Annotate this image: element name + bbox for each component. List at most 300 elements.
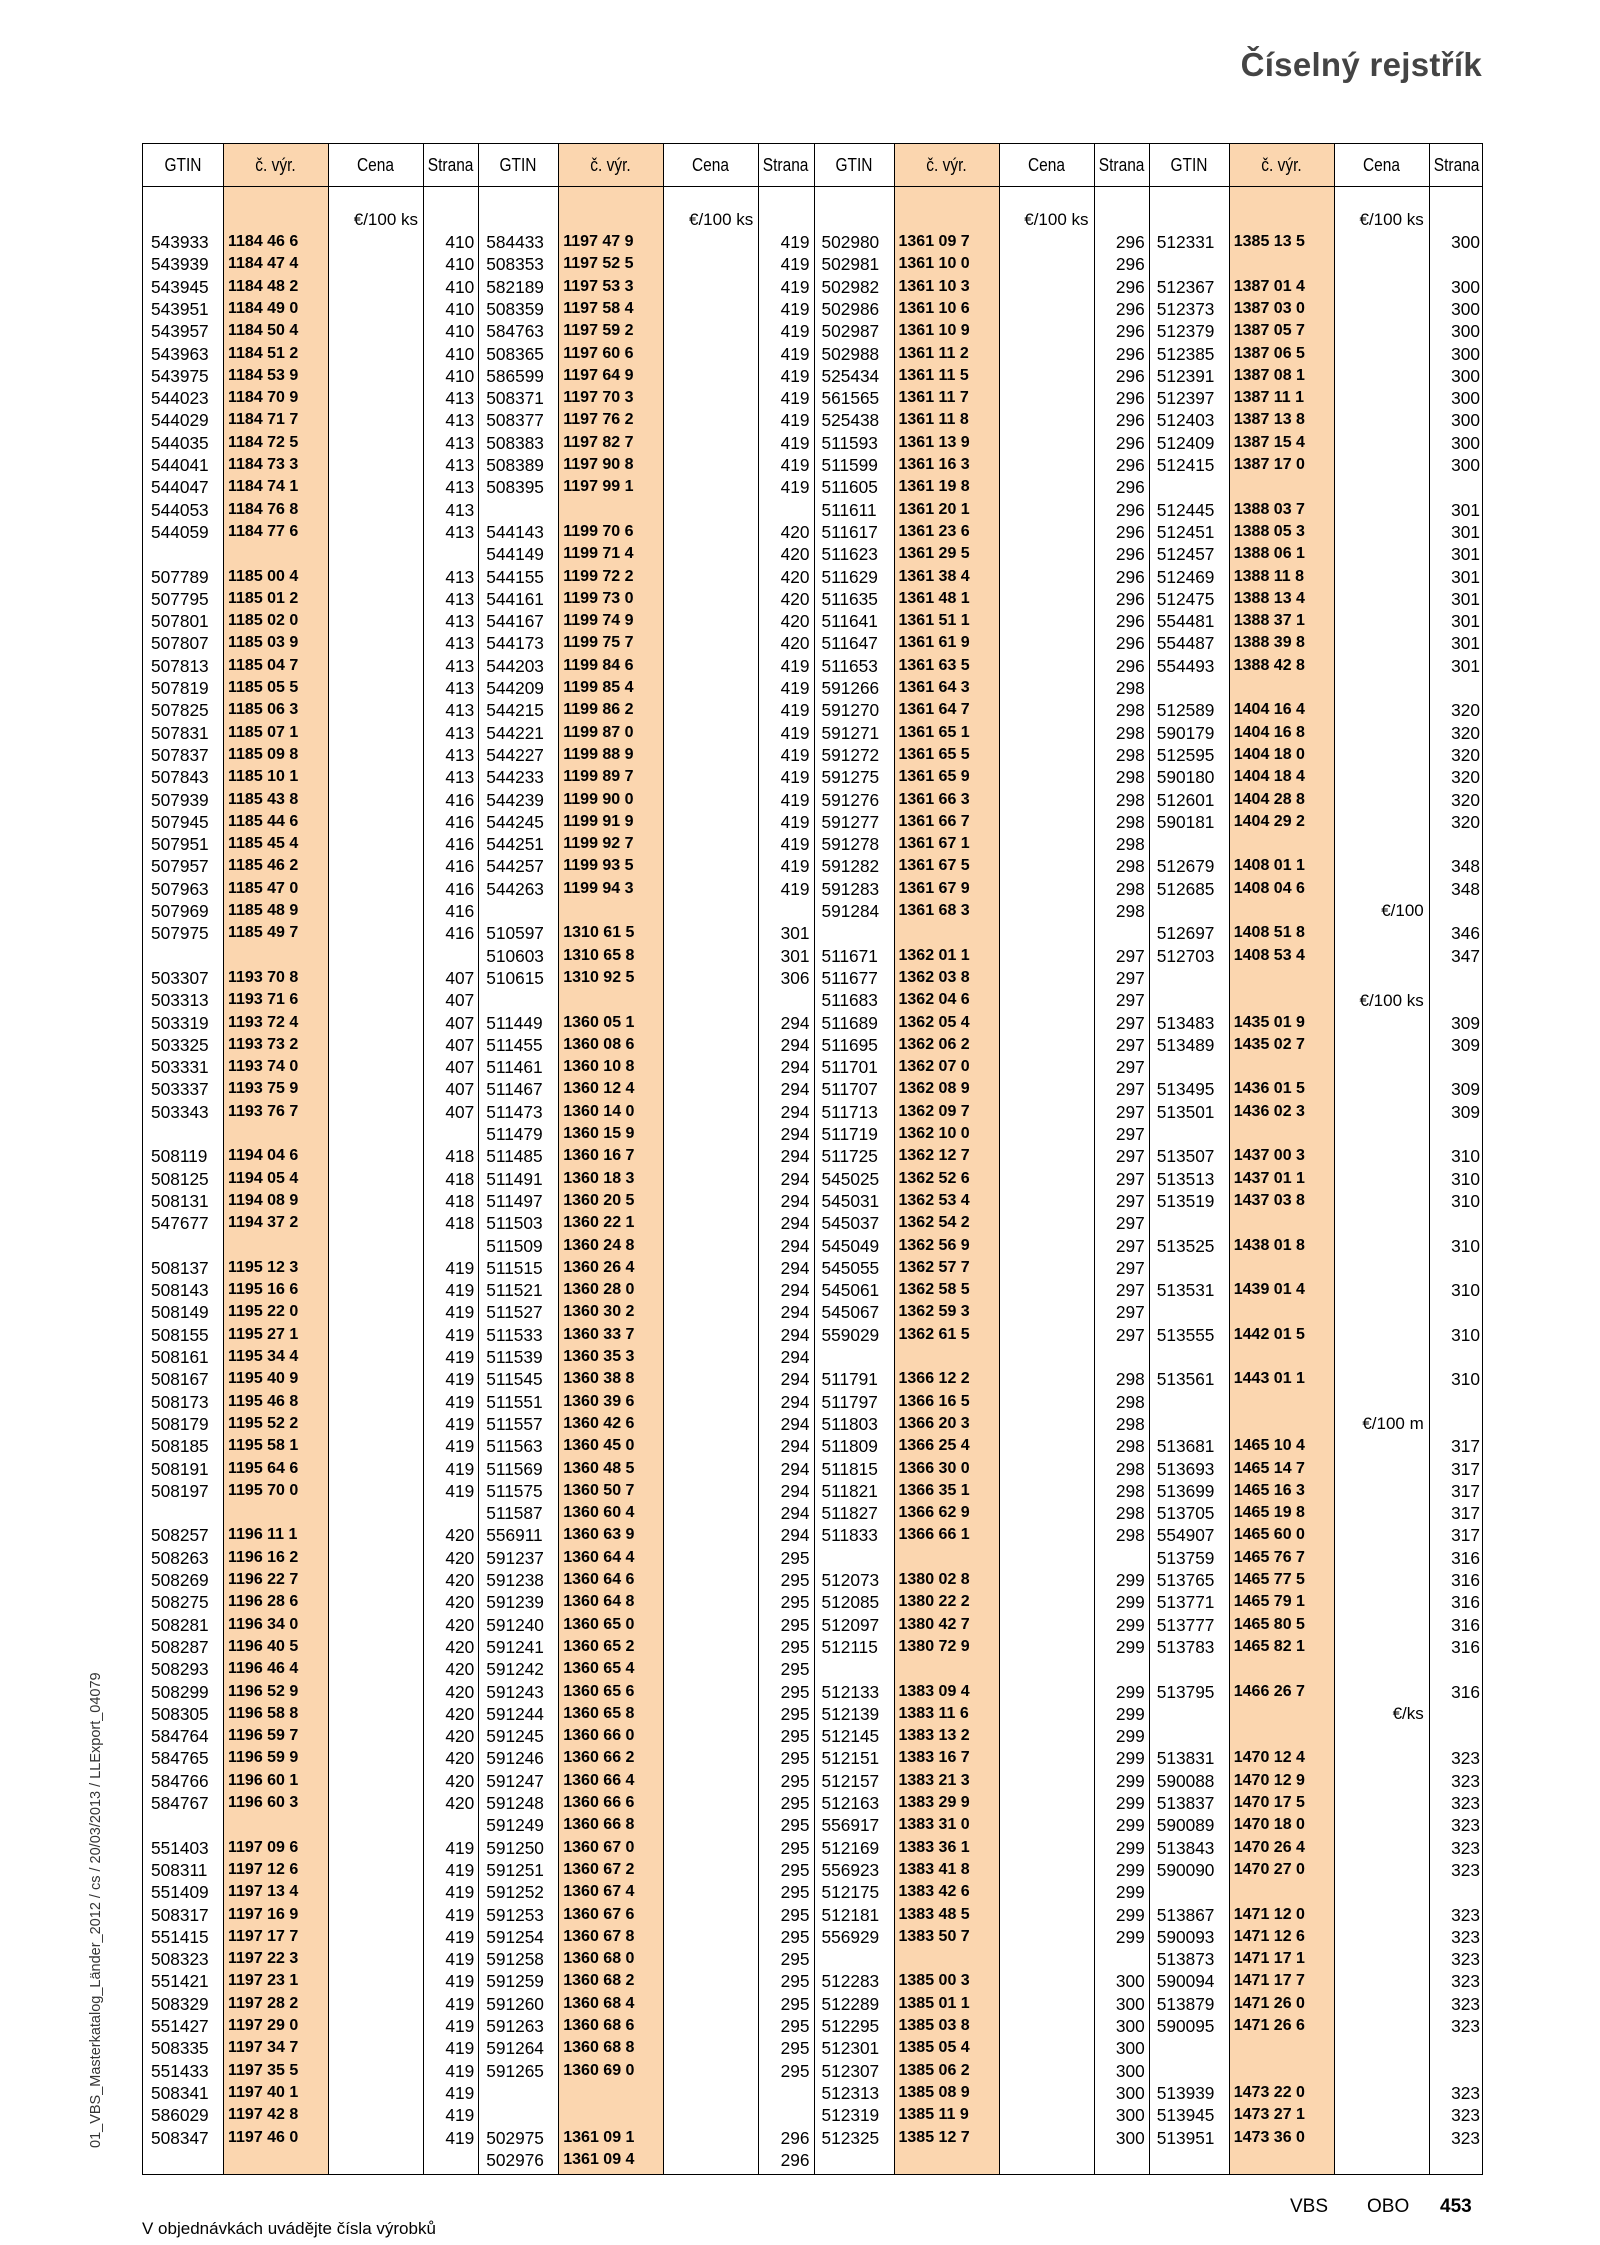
gtin-cell: 512331 [1156,232,1215,252]
gtin-cell: 513501 [1156,1101,1215,1122]
page-ref-cell: 299 [1115,1770,1145,1791]
gtin-cell: 525438 [821,410,880,431]
page-ref-cell: 410 [445,254,475,275]
table-row [478,766,813,788]
table-row [814,1703,1149,1725]
page-ref-cell: 413 [445,455,475,475]
gtin-cell: 503343 [151,1101,209,1122]
page-ref-cell: 323 [1451,1949,1480,1970]
product-number-cell: 1360 67 4 [563,1883,635,1901]
product-number-cell: 1194 37 2 [228,1214,299,1232]
table-row [143,476,478,498]
page-ref-cell: 298 [1115,744,1145,765]
page-ref-cell: 419 [445,1837,475,1858]
product-number-cell: 1385 01 1 [898,1994,970,2012]
product-number-cell: 1404 16 8 [1233,723,1305,741]
gtin-cell: 508173 [151,1391,209,1412]
page-ref-cell: 410 [445,298,475,319]
table-row [478,878,813,900]
product-number-cell: 1197 47 9 [563,233,634,250]
gtin-cell: 511707 [821,1079,878,1100]
table-row [478,1257,813,1279]
product-number-cell: 1197 13 4 [228,1883,299,1901]
gtin-cell: 590093 [1156,1926,1215,1947]
gtin-cell: 543975 [151,365,209,386]
page-ref-cell: 416 [445,789,475,810]
page-ref-cell: 413 [445,499,475,520]
page-ref-cell: 295 [780,1971,810,1992]
product-number-cell: 1436 01 5 [1233,1080,1305,1098]
product-number-cell: 1383 41 8 [898,1860,970,1878]
product-number-cell: 1385 00 3 [898,1972,970,1990]
product-number-cell: 1184 46 6 [228,233,299,250]
product-number-cell: 1388 06 1 [1233,545,1305,563]
product-number-cell: 1197 17 7 [228,1927,299,1945]
gtin-cell: 544257 [486,856,544,877]
product-number-cell: 1310 65 8 [563,946,635,964]
gtin-cell: 543933 [151,232,209,252]
gtin-cell: 591239 [486,1592,544,1613]
table-row [1149,610,1484,632]
product-number-cell: 1387 08 1 [1233,366,1305,384]
page-ref-cell: 407 [445,1057,475,1078]
product-number-cell: 1408 53 4 [1233,946,1305,964]
product-number-cell: 1184 51 2 [228,344,299,362]
gtin-cell: 513873 [1156,1949,1215,1970]
gtin-cell: 511635 [821,588,878,609]
table-row [143,1837,478,1859]
table-row [814,253,1149,275]
product-number-cell: 1361 09 1 [563,2128,635,2146]
gtin-cell: 512139 [821,1703,880,1724]
gtin-cell: 513555 [1156,1324,1215,1345]
table-row [478,1123,813,1145]
table-row [814,1904,1149,1926]
table-row [814,833,1149,855]
product-number-cell: 1380 02 8 [898,1571,970,1588]
page-ref-cell: 298 [1115,878,1145,899]
table-row [814,499,1149,521]
page-ref-cell: 419 [445,1302,475,1323]
table-row [143,699,478,721]
table-row [814,1168,1149,1190]
column-header-cv: č. výr. [925,155,967,175]
product-number-cell: 1360 48 5 [563,1459,635,1477]
table-row [143,1301,478,1323]
table-row [143,231,478,253]
product-number-cell: 1195 64 6 [228,1459,299,1477]
page-ref-cell: 420 [445,1614,475,1635]
product-number-cell: 1360 45 0 [563,1437,635,1455]
product-number-cell: 1196 58 8 [228,1704,299,1722]
table-row [143,1368,478,1390]
page-ref-cell: 419 [780,343,810,364]
table-row [143,365,478,387]
gtin-cell: 502981 [821,254,880,275]
gtin-cell: 507963 [151,878,209,899]
page-ref-cell: 295 [780,1592,810,1613]
table-row [478,454,813,476]
table-row [814,1368,1149,1390]
gtin-cell: 512301 [821,2038,880,2059]
table-row [814,231,1149,253]
table-row [478,2149,813,2171]
page-ref-cell: 420 [780,633,810,654]
gtin-cell: 512163 [821,1793,880,1813]
product-number-cell: 1197 34 7 [228,2039,299,2057]
gtin-cell: 508317 [151,1904,209,1925]
gtin-cell: 503337 [151,1079,209,1100]
column-header-cena: Cena [356,155,395,175]
gtin-cell: 545049 [821,1235,880,1256]
page-ref-cell: 420 [780,566,810,587]
product-number-cell: 1184 53 9 [228,366,299,384]
page-ref-cell: 419 [780,232,810,252]
page-ref-cell: 407 [445,1012,475,1033]
gtin-cell: 590181 [1156,811,1215,832]
product-number-cell: 1465 19 8 [1233,1504,1305,1522]
page-ref-cell: 296 [1115,611,1145,632]
gtin-cell: 511827 [821,1503,878,1524]
product-number-cell: 1360 65 0 [563,1615,635,1633]
product-number-cell: 1471 26 0 [1233,1994,1305,2012]
gtin-cell: 511791 [821,1369,878,1390]
page-ref-cell: 317 [1451,1503,1480,1524]
table-row [143,2082,478,2104]
page-ref-cell: 295 [780,1614,810,1635]
table-row [1149,276,1484,298]
product-number-cell: 1473 27 1 [1233,2106,1305,2124]
page-ref-cell: 294 [780,1146,810,1167]
table-row [814,632,1149,654]
table-row [478,1145,813,1167]
gtin-cell: 591264 [486,2038,544,2059]
page-ref-cell: 413 [445,588,475,609]
product-number-cell: 1385 05 4 [898,2039,970,2057]
page-ref-cell: 317 [1451,1480,1480,1501]
gtin-cell: 503319 [151,1012,209,1033]
page-ref-cell: 413 [445,700,475,721]
product-number-cell: 1437 03 8 [1233,1191,1305,1209]
page-ref-cell: 295 [780,2060,810,2081]
page-ref-cell: 310 [1451,1280,1480,1301]
product-number-cell: 1196 52 9 [228,1682,299,1700]
page-ref-cell: 300 [1451,321,1480,342]
table-row [143,409,478,431]
page-ref-cell: 297 [1115,1168,1145,1189]
table-row [478,610,813,632]
gtin-cell: 543957 [151,321,209,342]
page-ref-cell: 419 [780,410,810,431]
product-number-cell: 1470 17 5 [1233,1794,1305,1811]
table-row [143,833,478,855]
gtin-cell: 511461 [486,1057,543,1078]
table-row [143,1078,478,1100]
product-number-cell: 1185 09 8 [228,745,299,763]
gtin-cell: 512391 [1156,365,1215,386]
product-number-cell: 1366 62 9 [898,1504,970,1522]
product-number-cell: 1184 50 4 [228,322,299,340]
column-header-strana: Strana [427,155,474,175]
gtin-cell: 511803 [821,1413,878,1434]
product-number-cell: 1361 67 9 [898,879,970,897]
page-ref-cell: 419 [445,1882,475,1903]
gtin-cell: 554487 [1156,633,1215,654]
table-row [143,387,478,409]
table-row [814,1814,1149,1836]
page-ref-cell: 419 [780,878,810,899]
page-ref-cell: 413 [445,633,475,654]
table-row [143,967,478,989]
page-ref-cell: 407 [445,1079,475,1100]
product-number-cell: 1404 29 2 [1233,812,1305,830]
table-row [814,454,1149,476]
product-number-cell: 1360 65 4 [563,1660,635,1678]
product-number-cell: 1360 20 5 [563,1191,635,1209]
product-number-cell: 1383 48 5 [898,1905,970,1923]
table-row [814,1747,1149,1769]
page-ref-cell: 419 [445,1859,475,1880]
gtin-cell: 511509 [486,1235,543,1256]
table-row [478,1591,813,1613]
table-row [1149,543,1484,565]
product-number-cell: 1465 10 4 [1233,1437,1305,1455]
product-number-cell: 1361 38 4 [898,567,970,585]
gtin-cell: 508257 [151,1525,209,1546]
product-number-cell: 1465 82 1 [1233,1637,1305,1655]
page-ref-cell: 407 [445,1034,475,1055]
gtin-cell: 512379 [1156,321,1215,342]
page-ref-cell: 413 [445,477,475,498]
gtin-cell: 503331 [151,1057,209,1078]
product-number-cell: 1185 48 9 [228,902,299,919]
gtin-cell: 512181 [821,1904,880,1925]
gtin-cell: 508371 [486,388,544,409]
page-ref-cell: 419 [445,1391,475,1412]
product-number-cell: 1470 18 0 [1233,1816,1305,1834]
page-ref-cell: 297 [1115,1146,1145,1167]
gtin-cell: 584764 [151,1726,209,1747]
table-row [1149,499,1484,521]
gtin-cell: 511629 [821,566,878,587]
gtin-cell: 511503 [486,1213,543,1234]
table-row [814,276,1149,298]
gtin-cell: 590095 [1156,2016,1215,2036]
gtin-cell: 507957 [151,856,209,877]
price-unit-label: €/100 [1381,901,1424,921]
gtin-cell: 511833 [821,1525,878,1546]
table-row [814,432,1149,454]
product-number-cell: 1380 42 7 [898,1615,970,1633]
gtin-cell: 502976 [486,2149,544,2170]
product-number-cell: 1361 64 3 [898,679,970,696]
gtin-cell: 508137 [151,1257,209,1278]
gtin-cell: 584766 [151,1770,209,1791]
page-ref-cell: 420 [445,1525,475,1546]
page-ref-cell: 296 [1115,388,1145,409]
table-row [478,1547,813,1569]
gtin-cell: 511809 [821,1436,878,1457]
gtin-cell: 508263 [151,1547,209,1568]
page-ref-cell: 297 [1115,1213,1145,1234]
product-number-cell: 1387 17 0 [1233,456,1305,473]
page-ref-cell: 420 [780,521,810,542]
page-ref-cell: 296 [1115,410,1145,431]
product-number-cell: 1184 49 0 [228,299,299,317]
table-row [143,1970,478,1992]
table-row [1149,1948,1484,1970]
product-number-cell: 1366 35 1 [898,1481,970,1499]
product-number-cell: 1435 02 7 [1233,1035,1305,1053]
table-row [814,1725,1149,1747]
gtin-cell: 544161 [486,588,544,609]
gtin-cell: 502980 [821,232,880,252]
product-number-cell: 1199 91 9 [563,812,634,830]
page-ref-cell: 419 [445,1413,475,1434]
product-number-cell: 1385 13 5 [1233,233,1305,250]
gtin-cell: 545061 [821,1280,880,1301]
gtin-cell: 511701 [821,1057,878,1078]
table-row [1149,1770,1484,1792]
table-row [814,1837,1149,1859]
table-row [1149,1747,1484,1769]
page-ref-cell: 418 [445,1213,475,1234]
gtin-cell: 512325 [821,2127,880,2148]
product-number-cell: 1185 03 9 [228,634,299,652]
gtin-cell: 508119 [151,1146,208,1167]
page-ref-cell: 419 [445,2016,475,2036]
gtin-cell: 544149 [486,544,544,565]
product-number-cell: 1199 90 0 [563,790,634,808]
product-number-cell: 1199 84 6 [563,656,634,674]
table-row [478,1569,813,1591]
table-row [1149,1859,1484,1881]
page-ref-cell: 416 [445,923,475,944]
gtin-cell: 544143 [486,521,544,542]
table-row [143,1904,478,1926]
gtin-cell: 591251 [486,1859,544,1880]
gtin-cell: 512151 [821,1748,880,1769]
product-number-cell: 1387 06 5 [1233,344,1305,362]
gtin-cell: 512469 [1156,566,1215,587]
product-number-cell: 1197 16 9 [228,1905,299,1923]
gtin-cell: 543945 [151,276,209,297]
table-row [814,722,1149,744]
product-number-cell: 1388 37 1 [1233,612,1305,630]
table-row [143,1346,478,1368]
gtin-cell: 513843 [1156,1837,1215,1858]
page-ref-cell: 295 [780,1815,810,1836]
gtin-cell: 513777 [1156,1614,1215,1635]
product-number-cell: 1404 28 8 [1233,790,1305,808]
product-number-cell: 1185 06 3 [228,701,299,719]
gtin-cell: 544251 [486,834,544,855]
gtin-cell: 586029 [151,2105,209,2126]
product-number-cell: 1360 33 7 [563,1325,635,1343]
table-row [143,855,478,877]
product-number-cell: 1360 28 0 [563,1281,635,1299]
gtin-cell: 591282 [821,856,880,877]
table-row [478,320,813,342]
product-number-cell: 1470 12 4 [1233,1749,1305,1767]
page-ref-cell: 300 [1115,1993,1145,2014]
product-number-cell: 1366 66 1 [898,1526,970,1544]
table-row [478,1948,813,1970]
table-row [143,2104,478,2126]
product-number-cell: 1197 46 0 [228,2128,299,2146]
gtin-cell: 513705 [1156,1503,1215,1524]
product-number-cell: 1360 64 4 [563,1548,635,1566]
page-ref-cell: 419 [445,1257,475,1278]
gtin-cell: 508161 [151,1347,209,1367]
page-ref-cell: 295 [780,1726,810,1747]
table-row [143,1056,478,1078]
table-row [478,1904,813,1926]
gtin-cell: 508143 [151,1280,209,1301]
table-row [814,2127,1149,2149]
table-row [814,1078,1149,1100]
table-row [814,1101,1149,1123]
table-row [478,655,813,677]
gtin-cell: 508269 [151,1570,209,1590]
table-row [1149,722,1484,744]
gtin-cell: 591246 [486,1748,544,1769]
table-row [478,1814,813,1836]
product-number-cell: 1360 67 0 [563,1838,635,1856]
table-row [1149,1993,1484,2015]
table-row [1149,1792,1484,1814]
table-row [143,989,478,1011]
product-number-cell: 1360 10 8 [563,1058,635,1076]
page-ref-cell: 323 [1451,1815,1480,1836]
product-number-cell: 1385 06 2 [898,2061,970,2079]
page-ref-cell: 347 [1451,945,1480,966]
gtin-cell: 511497 [486,1190,543,1211]
page-ref-cell: 295 [780,1837,810,1858]
page-ref-cell: 420 [780,588,810,609]
gtin-cell: 511533 [486,1324,543,1345]
table-row [814,1123,1149,1145]
gtin-cell: 591265 [486,2060,544,2081]
gtin-cell: 591243 [486,1681,544,1702]
table-row [478,365,813,387]
product-number-cell: 1360 05 1 [563,1013,635,1031]
table-row [814,343,1149,365]
gtin-cell: 544053 [151,499,209,520]
product-number-cell: 1199 70 6 [563,522,634,540]
table-row [814,409,1149,431]
page-ref-cell: 294 [780,1391,810,1412]
page-ref-cell: 420 [445,1592,475,1613]
page-ref-cell: 298 [1115,811,1145,832]
table-row [478,253,813,275]
product-number-cell: 1362 01 1 [898,946,970,964]
product-number-cell: 1184 71 7 [228,411,299,429]
product-number-cell: 1195 34 4 [228,1348,299,1365]
page-ref-cell: 295 [780,1570,810,1590]
product-number-cell: 1197 12 6 [228,1860,299,1878]
product-number-cell: 1197 82 7 [563,433,634,451]
page-ref-cell: 295 [780,1882,810,1903]
page-ref-cell: 297 [1115,1012,1145,1033]
gtin-cell: 508341 [151,2082,209,2103]
table-row [143,2127,478,2149]
table-row [1149,1435,1484,1457]
table-row [478,1078,813,1100]
gtin-cell: 503325 [151,1034,209,1055]
product-number-cell: 1361 65 1 [898,723,970,741]
page-ref-cell: 419 [780,388,810,409]
